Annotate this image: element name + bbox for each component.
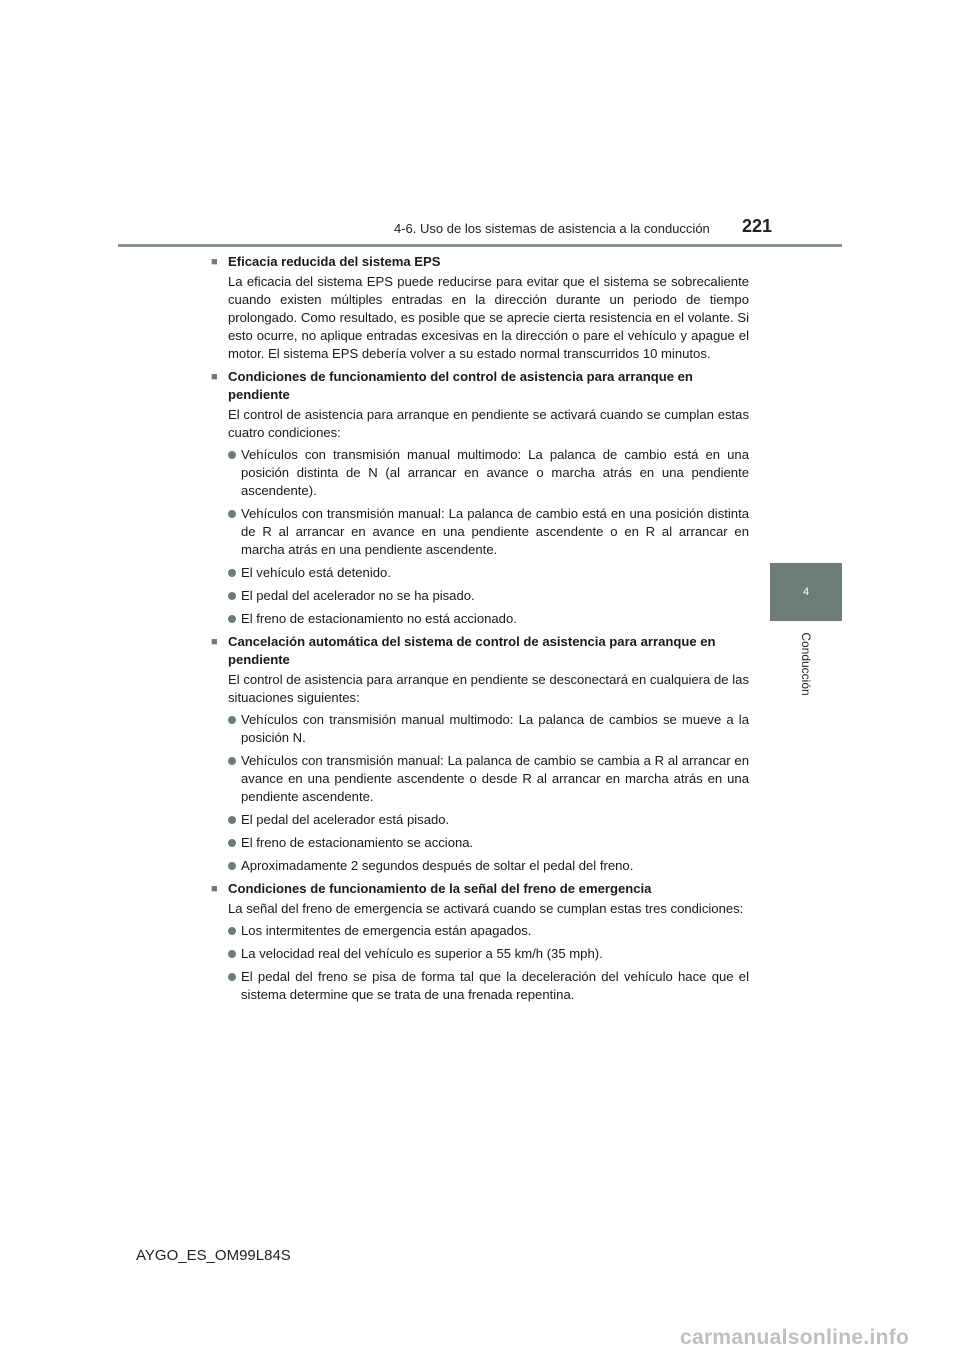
section-header-title: 4-6. Uso de los sistemas de asistencia a la conducción [394, 221, 710, 236]
circle-bullet-icon [228, 862, 236, 870]
circle-bullet-icon [228, 950, 236, 958]
footer-document-code: AYGO_ES_OM99L84S [136, 1247, 291, 1264]
list-item-text: Vehículos con transmisión manual multimodo: La palanca de cambio está en una posición distinta de N (al arrancar en avance o marcha atrás en una pendiente ascendente). [241, 447, 749, 498]
circle-bullet-icon [228, 510, 236, 518]
list-item [228, 945, 749, 963]
list-item-text: El pedal del acelerador no se ha pisado. [241, 588, 475, 603]
square-bullet-icon: ■ [211, 636, 218, 648]
square-bullet-icon: ■ [211, 371, 218, 383]
list-item-text: Vehículos con transmisión manual: La palanca de cambio se cambia a R al arrancar en avance en una pendiente ascendente o desde R al arrancar en marcha atrás en una pendiente ascendente. [241, 753, 749, 804]
list-item [228, 922, 749, 940]
section-heading-text: Condiciones de funcionamiento del control de asistencia para arranque en pendiente [228, 369, 693, 402]
list-item-text: El vehículo está detenido. [241, 565, 391, 580]
section [211, 880, 749, 1004]
section-heading-text: Condiciones de funcionamiento de la señal del freno de emergencia [228, 881, 652, 896]
list-item [228, 446, 749, 500]
section-paragraph: El control de asistencia para arranque en pendiente se desconectará en cualquiera de las situaciones siguientes: [228, 672, 749, 705]
square-bullet-icon: ■ [211, 256, 218, 268]
page-number: 221 [742, 216, 773, 236]
square-bullet-icon: ■ [211, 883, 218, 895]
list-item-text: El freno de estacionamiento se acciona. [241, 835, 474, 850]
list-item-text: La velocidad real del vehículo es superior a 55 km/h (35 mph). [241, 946, 603, 961]
section-heading [211, 253, 749, 271]
circle-bullet-icon [228, 973, 236, 981]
list-item [228, 968, 749, 1004]
list-item [228, 564, 749, 582]
section-heading-text: Eficacia reducida del sistema EPS [228, 254, 441, 269]
watermark-text: carmanualsonline.info [680, 1326, 910, 1349]
chapter-number: 4 [802, 586, 810, 598]
list-item [228, 610, 749, 628]
section [211, 633, 749, 875]
section-heading [211, 880, 749, 898]
circle-bullet-icon [228, 927, 236, 935]
circle-bullet-icon [228, 716, 236, 724]
circle-bullet-icon [228, 451, 236, 459]
circle-bullet-icon [228, 839, 236, 847]
list-item-text: El freno de estacionamiento no está accionado. [241, 611, 517, 626]
circle-bullet-icon [228, 757, 236, 765]
list-item [228, 834, 749, 852]
circle-bullet-icon [228, 569, 236, 577]
list-item [228, 711, 749, 747]
circle-bullet-icon [228, 592, 236, 600]
page-content [211, 253, 749, 1009]
section-paragraph: La eficacia del sistema EPS puede reducirse para evitar que el sistema se sobrecaliente cuando existen múltiples entradas en la dirección durante un periodo de tiempo prolongado. Como resultado, es posible que se aprecie cierta resistencia en el volante. Si esto ocurre, no aplique entradas excesivas en la dirección o pare el vehículo y apague el motor. El sistema EPS debería volver a su estado normal transcurridos 10 minutos. [228, 274, 749, 361]
list-item-text: Vehículos con transmisión manual multimodo: La palanca de cambios se mueve a la posición N. [241, 712, 749, 745]
list-item [228, 857, 749, 875]
list-item-text: Los intermitentes de emergencia están apagados. [241, 923, 532, 938]
section-heading [211, 368, 749, 404]
list-item [228, 505, 749, 559]
list-item [228, 587, 749, 605]
circle-bullet-icon [228, 816, 236, 824]
circle-bullet-icon [228, 615, 236, 623]
section-heading-text: Cancelación automática del sistema de control de asistencia para arranque en pendiente [228, 634, 716, 667]
list-item-text: El pedal del acelerador está pisado. [241, 812, 450, 827]
list-item-text: El pedal del freno se pisa de forma tal que la deceleración del vehículo hace que el sistema determine que se trata de una frenada repentina. [241, 969, 749, 1002]
chapter-tab [770, 563, 842, 621]
list-item-text: Aproximadamente 2 segundos después de soltar el pedal del freno. [241, 858, 634, 873]
chapter-label: Conducción [799, 632, 813, 696]
header-divider [118, 244, 842, 247]
list-item [228, 752, 749, 806]
list-item [228, 811, 749, 829]
section-paragraph: La señal del freno de emergencia se activará cuando se cumplan estas tres condiciones: [228, 901, 744, 916]
list-item-text: Vehículos con transmisión manual: La palanca de cambio está en una posición distinta de R al arrancar en avance en una pendiente ascendente o en R al arrancar en marcha atrás en una pendiente ascendente. [241, 506, 749, 557]
section-paragraph: El control de asistencia para arranque en pendiente se activará cuando se cumplan estas cuatro condiciones: [228, 407, 749, 440]
section [211, 253, 749, 363]
section [211, 368, 749, 628]
section-heading [211, 633, 749, 669]
